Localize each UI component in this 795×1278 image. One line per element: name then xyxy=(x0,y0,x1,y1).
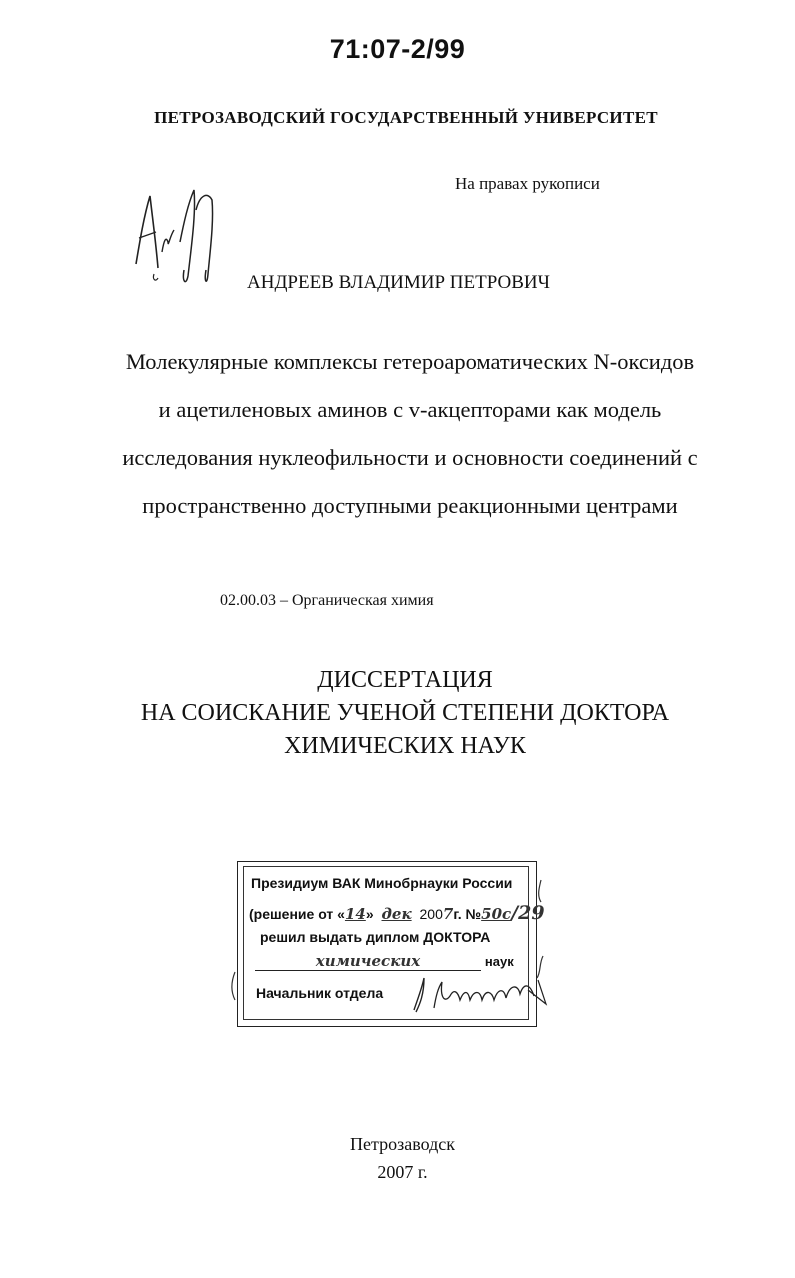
heading-line: ДИССЕРТАЦИЯ xyxy=(317,667,493,693)
science-suffix: наук xyxy=(484,954,514,969)
specialty-code: 02.00.03 – Органическая химия xyxy=(220,592,434,609)
decision-day: 14 xyxy=(344,905,366,923)
decision-number-tail: /29 xyxy=(511,902,545,924)
decision-prefix: (решение от « xyxy=(249,906,345,922)
author-name: АНДРЕЕВ ВЛАДИМИР ПЕТРОВИЧ xyxy=(247,272,550,293)
footer xyxy=(0,1130,795,1186)
decision-year-digit: 7 xyxy=(442,905,454,923)
decision-month: дек xyxy=(381,905,412,923)
stamp-line-diploma: решил выдать диплом ДОКТОРА xyxy=(260,929,491,945)
title-line: исследования нуклеофильности и основности соединений с xyxy=(122,445,698,470)
university-name: ПЕТРОЗАВОДСКИЙ ГОСУДАРСТВЕННЫЙ УНИВЕРСИТЕТ xyxy=(154,108,658,127)
heading-line: НА СОИСКАНИЕ УЧЕНОЙ СТЕПЕНИ ДОКТОРА xyxy=(140,700,670,726)
reference-number: 71:07-2/99 xyxy=(329,34,466,64)
decision-quote-close: » xyxy=(365,906,374,922)
science-field: химических xyxy=(255,952,481,971)
city-name: Петрозаводск xyxy=(350,1134,455,1154)
stamp-line-presidium: Президиум ВАК Минобрнауки России xyxy=(251,875,513,891)
heading-line: ХИМИЧЕСКИХ НАУК xyxy=(284,733,526,759)
title-line: Молекулярные комплексы гетероароматических N-оксидов xyxy=(125,349,695,374)
dissertation-title xyxy=(50,338,770,530)
title-line: и ацетиленовых аминов с v-акцепторами как модель xyxy=(158,397,662,422)
decision-year-prefix: 200 xyxy=(419,906,443,922)
decision-year-suffix: г. № xyxy=(453,906,482,922)
manuscript-note: На правах рукописи xyxy=(455,174,600,193)
author-signature xyxy=(128,182,228,292)
stamp-pen-marks xyxy=(225,880,565,1030)
stamp-line-head: Начальник отдела xyxy=(256,985,384,1001)
dissertation-heading xyxy=(0,664,795,763)
title-line: пространственно доступными реакционными центрами xyxy=(142,493,678,518)
publication-year: 2007 г. xyxy=(377,1162,428,1182)
decision-number: 50с xyxy=(481,905,512,923)
